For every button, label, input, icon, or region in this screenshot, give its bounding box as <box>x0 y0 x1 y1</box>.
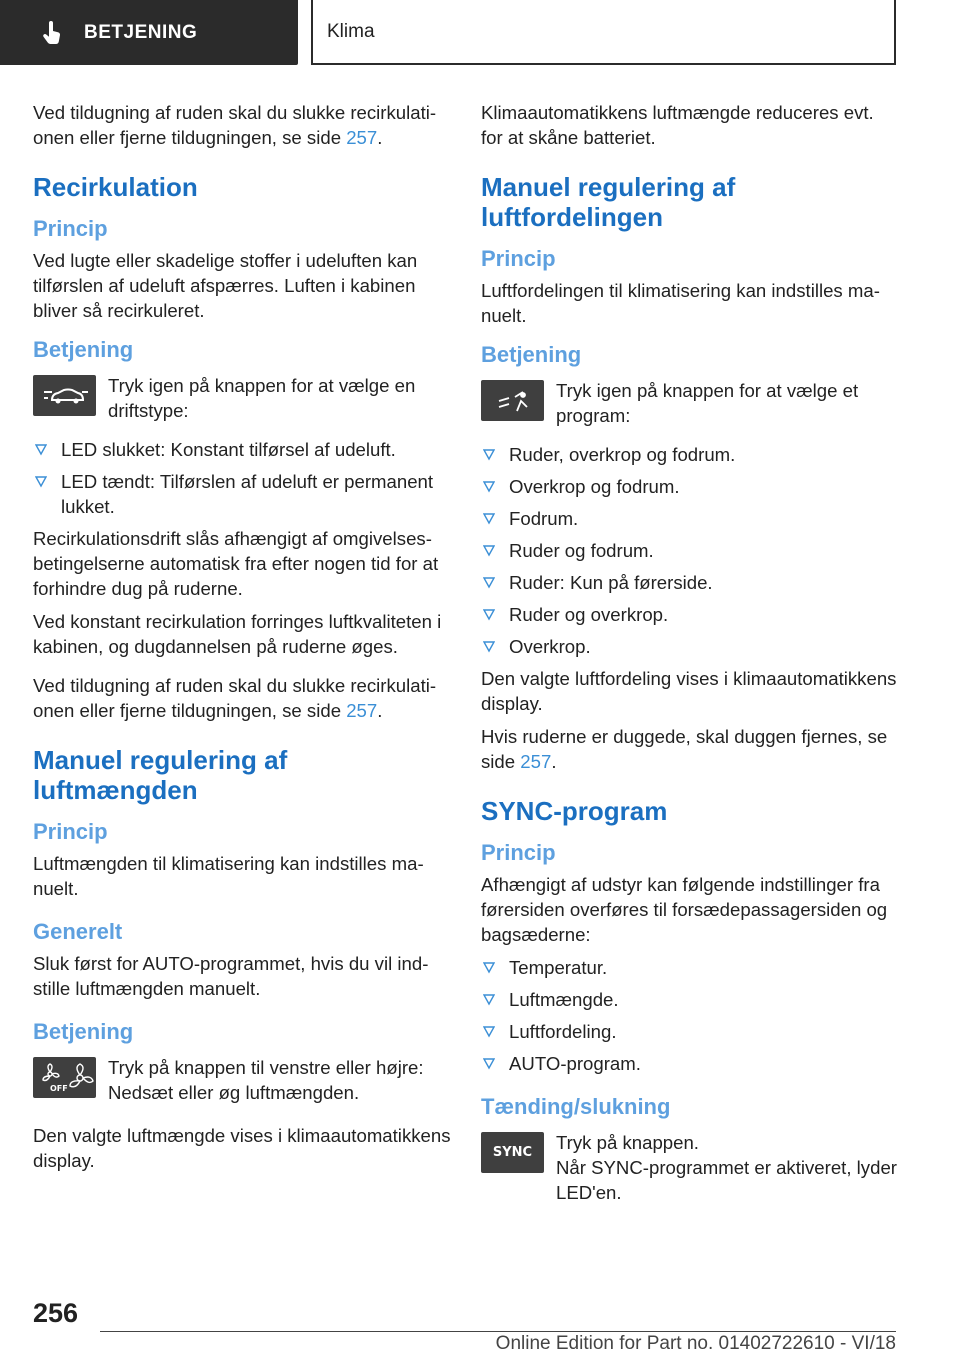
left-column <box>33 100 451 1181</box>
control-text: Tryk igen på knappen for at vælge en driftstype: <box>108 375 416 421</box>
list-item: Ruder og fodrum. <box>481 538 899 563</box>
paragraph: Afhængigt af udstyr kan følgende indstillinger fra førersiden overføres til forsædepassagersiden og bagsæderne: <box>481 874 888 945</box>
control-text: Tryk på knappen til venstre eller højre: Nedsæt eller øg luftmængden. <box>108 1057 424 1103</box>
fan-icon <box>36 1062 94 1094</box>
air-distribution-icon <box>493 387 533 415</box>
heading-manual-airflow: Manuel regulering af luftmængden <box>33 745 288 805</box>
list-item: Luftmængde. <box>481 987 899 1012</box>
triangle-bullet-icon <box>483 481 495 493</box>
triangle-bullet-icon <box>35 476 47 488</box>
paragraph: Sluk først for AUTO-programmet, hvis du vil indstille luftmængden manuelt. <box>33 953 429 999</box>
paragraph: Ved tildugning af ruden skal du slukke recirkulationen eller fjerne tildugningen, se side 257. <box>33 102 437 148</box>
list-item: Overkrop og fodrum. <box>481 474 899 499</box>
page-link[interactable]: 257 <box>520 751 552 772</box>
recirculation-icon <box>38 382 92 410</box>
control-recirculation <box>33 373 451 427</box>
paragraph: Luftfordelingen til klimatisering kan indstilles manuelt. <box>481 280 880 326</box>
paragraph: Den valgte luftfordeling vises i klimaautomatikkens display. <box>481 668 897 714</box>
triangle-bullet-icon <box>483 577 495 589</box>
subheading-betjening: Betjening <box>33 1019 134 1044</box>
section-tab <box>0 0 298 65</box>
triangle-bullet-icon <box>483 609 495 621</box>
subheading-generelt: Generelt <box>33 919 123 944</box>
list-item: Ruder: Kun på førerside. <box>481 570 899 595</box>
list-item: AUTO-program. <box>481 1051 899 1076</box>
paragraph: Ved tildugning af ruden skal du slukke recirkulationen eller fjerne tildugningen, se side 257. <box>33 675 437 721</box>
triangle-bullet-icon <box>483 962 495 974</box>
list-item: Luftfordeling. <box>481 1019 899 1044</box>
heading-recirculation: Recirkulation <box>33 172 198 202</box>
chapter-label: Klima <box>327 20 375 42</box>
heading-sync: SYNC-program <box>481 796 668 826</box>
paragraph: Ved lugte eller skadelige stoffer i udeluften kan tilførslen af udeluft afspærres. Luften i kabinen bliver så recirkuleret. <box>33 250 418 321</box>
paragraph: Recirkulationsdrift slås afhængigt af omgivelsesbetingelserne automatisk fra efter nogen tid for at forhindre dug på ruderne. <box>33 528 439 599</box>
list-item: LED tændt: Tilførslen af udeluft er permanent lukket. <box>33 469 451 519</box>
control-text: Tryk igen på knappen for at vælge et program: <box>556 380 859 426</box>
heading-manual-distribution: Manuel regulering af luftfordelingen <box>481 172 736 232</box>
triangle-bullet-icon <box>483 1026 495 1038</box>
list-item: Overkrop. <box>481 634 899 659</box>
triangle-bullet-icon <box>35 444 47 456</box>
triangle-bullet-icon <box>483 449 495 461</box>
fan-button <box>33 1057 96 1098</box>
paragraph: Ved konstant recirkulation forringes luftkvaliteten i kabinen, og dugdannelsen på ruderne øges. <box>33 611 442 657</box>
triangle-bullet-icon <box>483 545 495 557</box>
air-distribution-button <box>481 380 544 421</box>
subheading-princip: Princip <box>481 246 556 271</box>
paragraph: Når SYNC-programmet er aktiveret, lyder LED'en. <box>556 1157 897 1203</box>
page-link[interactable]: 257 <box>346 700 378 721</box>
page-link[interactable]: 257 <box>346 127 378 148</box>
subheading-princip: Princip <box>33 216 108 241</box>
control-text: Tryk på knappen. <box>556 1132 699 1153</box>
control-air-distribution <box>481 378 899 432</box>
list-item: Fodrum. <box>481 506 899 531</box>
page-number: 256 <box>33 1298 79 1328</box>
subheading-betjening: Betjening <box>481 342 582 367</box>
paragraph: Hvis ruderne er duggede, skal duggen fjernes, se side 257. <box>481 726 888 772</box>
sync-button: SYNC <box>481 1132 544 1173</box>
section-label: BETJENING <box>84 21 198 43</box>
triangle-bullet-icon <box>483 994 495 1006</box>
subheading-betjening: Betjening <box>33 337 134 362</box>
subheading-princip: Princip <box>481 840 556 865</box>
bullet-list <box>481 442 899 659</box>
bullet-list <box>33 437 451 519</box>
paragraph: Luftmængden til klimatisering kan indstilles manuelt. <box>33 853 424 899</box>
edition-text: Online Edition for Part no. 01402722610 - VI/18 <box>495 1333 896 1354</box>
subheading-princip: Princip <box>33 819 108 844</box>
chapter-title <box>311 0 896 65</box>
list-item: LED slukket: Konstant tilførsel af udeluft. <box>33 437 451 462</box>
hand-pointer-icon <box>40 20 66 46</box>
right-column <box>481 100 899 1213</box>
recirculation-button <box>33 375 96 416</box>
paragraph: Klimaautomatikkens luftmængde reduceres evt. for at skåne batteriet. <box>481 102 874 148</box>
bullet-list <box>481 955 899 1076</box>
fan-off-label: OFF <box>49 1083 68 1093</box>
subheading-taending: Tænding/slukning <box>481 1094 671 1119</box>
triangle-bullet-icon <box>483 513 495 525</box>
footer-divider <box>100 1331 896 1332</box>
triangle-bullet-icon <box>483 641 495 653</box>
list-item: Ruder, overkrop og fodrum. <box>481 442 899 467</box>
control-fan <box>33 1055 451 1109</box>
triangle-bullet-icon <box>483 1058 495 1070</box>
paragraph: Den valgte luftmængde vises i klimaautomatikkens display. <box>33 1125 451 1171</box>
list-item: Ruder og overkrop. <box>481 602 899 627</box>
list-item: Temperatur. <box>481 955 899 980</box>
